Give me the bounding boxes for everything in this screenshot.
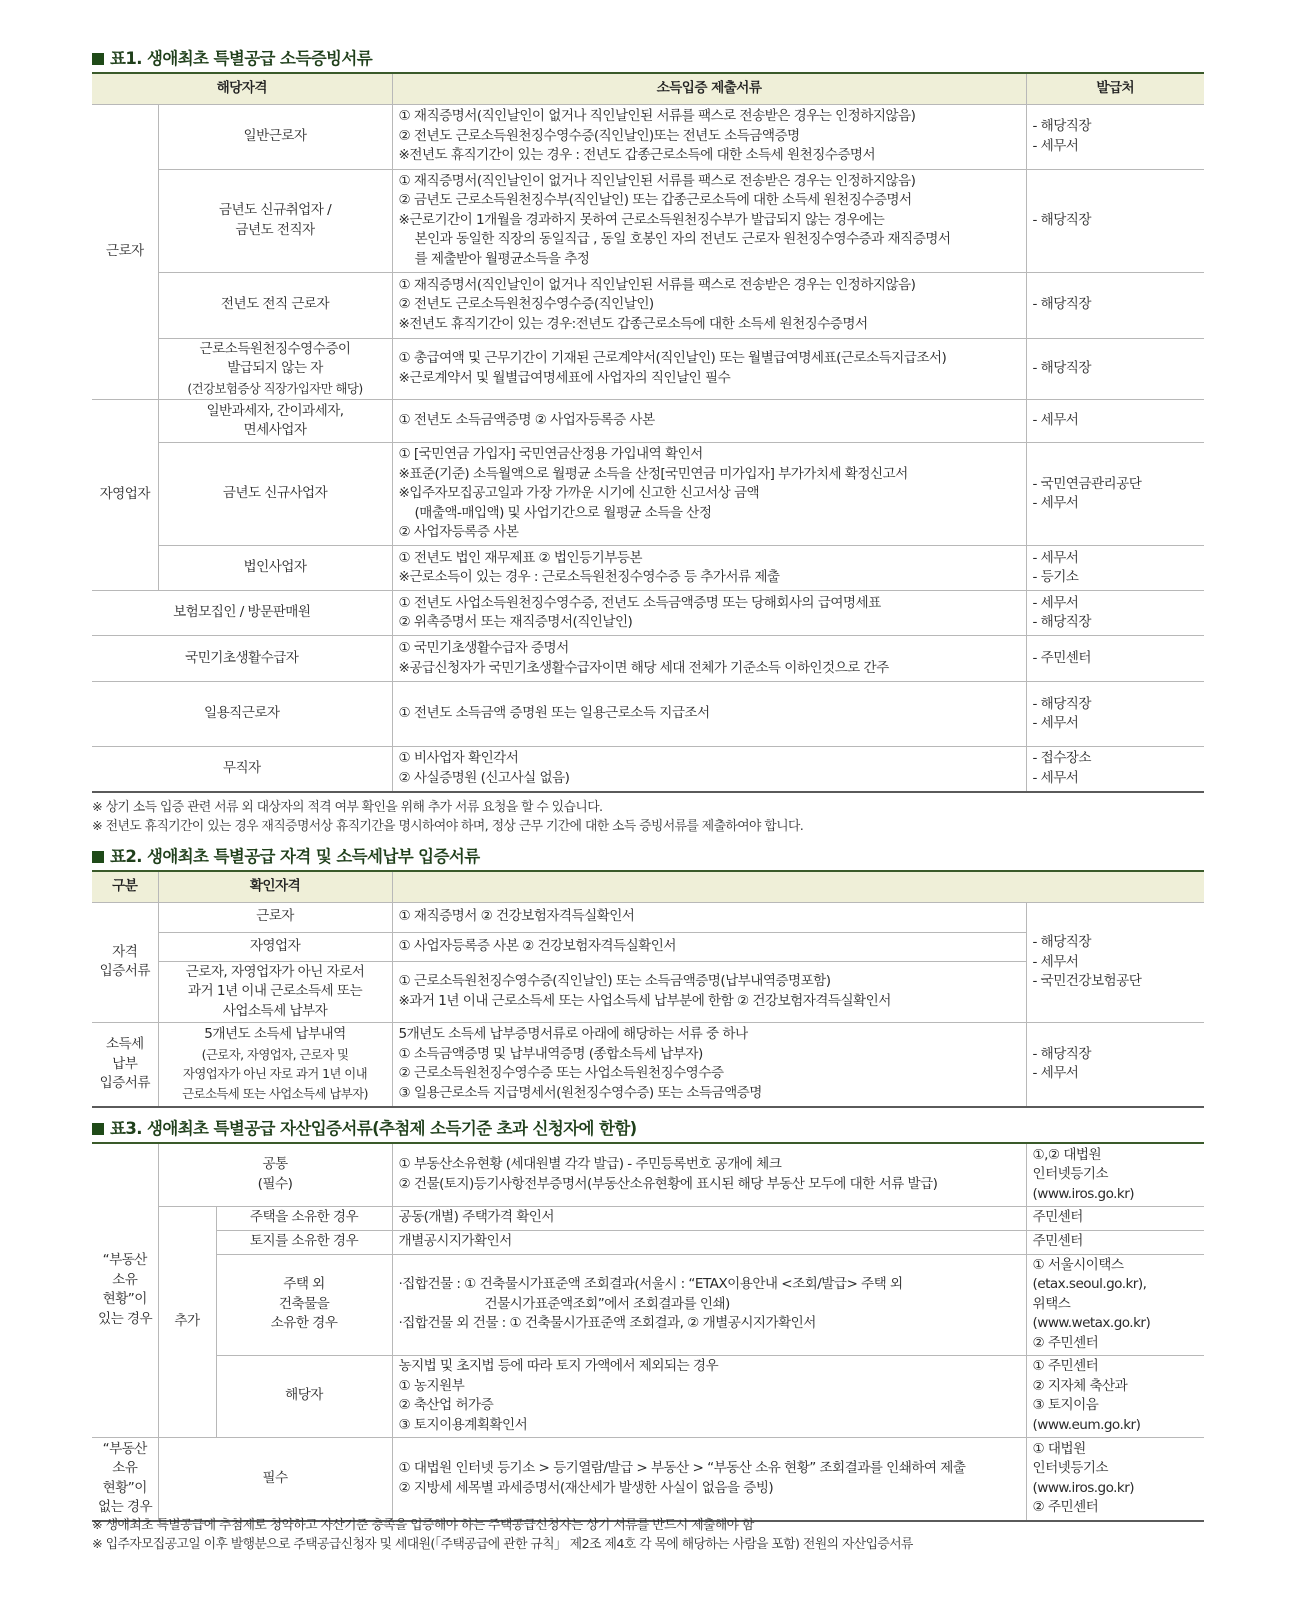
table1-header-row bbox=[92, 73, 1204, 104]
table-row bbox=[92, 682, 1204, 747]
doc-list: ① [국민연금 가입자] 국민연금산정용 가입내역 확인서 ※표준(기준) 소득월액으로 월평균 소득을 산정[국민연금 미가입자] 부가가치세 확정신고서 ※입주자모집공고일과 가장 가까운 시기에 신고한 신고서상 금액 (매출액-매입액) 및 사업기간으로 월평균 소득을 산정 ② 사업자등록증 사본 bbox=[392, 443, 1026, 546]
qual-name: 일반과세자, 간이과세자, 면세사업자 bbox=[158, 400, 392, 443]
header-empty bbox=[392, 871, 1204, 902]
issuer: - 해당직장 bbox=[1026, 272, 1204, 338]
table-row bbox=[92, 1206, 1204, 1230]
issuer: - 세무서 - 등기소 bbox=[1026, 546, 1204, 591]
table1-note-2: ※ 전년도 휴직기간이 있는 경우 재직증명서상 휴직기간을 명시하여야 하며, 정상 근무 기간에 대한 소득 증빙서류를 제출하여야 합니다. bbox=[92, 819, 804, 834]
qual-name: 주택 외 건축물을 소유한 경우 bbox=[216, 1254, 392, 1355]
qual-name: 무직자 bbox=[92, 747, 392, 792]
table-row bbox=[92, 591, 1204, 636]
table3-title-text: 표3. 생애최초 특별공급 자산입증서류(추첨제 소득기준 초과 신청자에 한함) bbox=[110, 1119, 637, 1138]
qual-name: 자영업자 bbox=[158, 932, 392, 961]
qual-name: 주택을 소유한 경우 bbox=[216, 1206, 392, 1230]
table-row bbox=[92, 1230, 1204, 1254]
table1-note-1: ※ 상기 소득 입증 관련 서류 외 대상자의 적격 여부 확인을 위해 추가 서류 요청을 할 수 있습니다. bbox=[92, 800, 603, 815]
issuer: 주민센터 bbox=[1026, 1206, 1204, 1230]
group-label-self-employed: 자영업자 bbox=[92, 400, 158, 591]
issuer: 주민센터 bbox=[1026, 1230, 1204, 1254]
table3-note-1: ※ 생애최초 특별공급에 추첨제로 청약하고 자산기준 충족을 입증해야 하는 주택공급신청자는 상기 서류를 반드시 제출해야 함 bbox=[92, 1518, 754, 1533]
doc-list: ① 부동산소유현황 (세대원별 각각 발급) - 주민등록번호 공개에 체크 ② 건물(토지)등기사항전부증명서(부동산소유현황에 표시된 해당 부동산 모두에 대한 서류 발급) bbox=[392, 1143, 1026, 1206]
doc-list: ① 재직증명서 ② 건강보험자격득실확인서 bbox=[392, 902, 1026, 932]
table-row bbox=[92, 902, 1204, 932]
table-row bbox=[92, 272, 1204, 338]
qual-name: 법인사업자 bbox=[158, 546, 392, 591]
qual-name: 해당자 bbox=[216, 1355, 392, 1437]
doc-list: ① 전년도 사업소득원천징수영수증, 전년도 소득금액증명 또는 당해회사의 급여명세표 ② 위촉증명서 또는 재직증명서(직인날인) bbox=[392, 591, 1026, 636]
header-category: 구분 bbox=[92, 871, 158, 902]
square-bullet-icon bbox=[92, 53, 104, 65]
issuer: - 세무서 bbox=[1026, 400, 1204, 443]
doc-list: ① 전년도 법인 재무제표 ② 법인등기부등본 ※근로소득이 있는 경우 : 근로소득원천징수영수증 등 추가서류 제출 bbox=[392, 546, 1026, 591]
qual-name: 일용직근로자 bbox=[92, 682, 392, 747]
doc-list: ·집합건물 : ① 건축물시가표준액 조회결과(서울시 : “ETAX이용안내 <조회/발급> 주택 외 건물시가표준액조회”에서 조회결과를 인쇄) ·집합건물 외 건물 : ① 건축물시가표준액 조회결과, ② 개별공시지가확인서 bbox=[392, 1254, 1026, 1355]
qual-name: 보험모집인 / 방문판매원 bbox=[92, 591, 392, 636]
qual-name: 공통 (필수) bbox=[158, 1143, 392, 1206]
issuer: ① 대법원 인터넷등기소 (www.iros.go.kr) ② 주민센터 bbox=[1026, 1437, 1204, 1521]
table-row bbox=[92, 546, 1204, 591]
doc-list: ① 전년도 소득금액 증명원 또는 일용근로소득 지급조서 bbox=[392, 682, 1026, 747]
issuer: - 해당직장 - 세무서 - 국민건강보험공단 bbox=[1026, 902, 1204, 1023]
qual-name: 국민기초생활수급자 bbox=[92, 636, 392, 682]
issuer: - 세무서 - 해당직장 bbox=[1026, 591, 1204, 636]
table2-header-row bbox=[92, 871, 1204, 902]
table-row bbox=[92, 338, 1204, 400]
table-row bbox=[92, 169, 1204, 272]
header-issuer: 발급처 bbox=[1026, 73, 1204, 104]
issuer: - 해당직장 - 세무서 bbox=[1026, 682, 1204, 747]
table-row bbox=[92, 1355, 1204, 1437]
doc-list: ① 사업자등록증 사본 ② 건강보험자격득실확인서 bbox=[392, 932, 1026, 961]
group-label-owns-property: “부동산 소유 현황”이 있는 경우 bbox=[92, 1143, 158, 1437]
table2-title bbox=[92, 843, 480, 867]
doc-list: 공동(개별) 주택가격 확인서 bbox=[392, 1206, 1026, 1230]
table1-title bbox=[92, 45, 372, 69]
qual-name: 근로자, 자영업자가 아닌 자로서 과거 1년 이내 근로소득세 또는 사업소득세 납부자 bbox=[158, 961, 392, 1023]
doc-list: ① 재직증명서(직인날인이 없거나 직인날인된 서류를 팩스로 전송받은 경우는 인정하지않음) ② 금년도 근로소득원천징수부(직인날인) 또는 갑종근로소득에 대한 소득세 원천징수증명서 ※근로기간이 1개월을 경과하지 못하여 근로소득원천징수부가 발급되지 않는 경우에는 본인과 동일한 직장의 동일직급 , 동일 호봉인 자의 전년도 근로자 원천징수영수증과 재직증명서 를 제출받아 월평균소득을 추정 bbox=[392, 169, 1026, 272]
table1-income-proof bbox=[92, 72, 1204, 793]
table2-qualification-proof bbox=[92, 870, 1204, 1108]
doc-list: ① 총급여액 및 근무기간이 기재된 근로계약서(직인날인) 또는 월별급여명세표(근로소득지급조서) ※근로계약서 및 월별급여명세표에 사업자의 직인날인 필수 bbox=[392, 338, 1026, 400]
qual-name: 금년도 신규취업자 / 금년도 전직자 bbox=[158, 169, 392, 272]
issuer: - 해당직장 - 세무서 bbox=[1026, 104, 1204, 169]
table-row bbox=[92, 1254, 1204, 1355]
issuer: - 해당직장 bbox=[1026, 338, 1204, 400]
doc-list: ① 재직증명서(직인날인이 없거나 직인날인된 서류를 팩스로 전송받은 경우는 인정하지않음) ② 전년도 근로소득원천징수영수증(직인날인) ※전년도 휴직기간이 있는 경우:전년도 갑종근로소득에 대한 소득세 원천징수증명서 bbox=[392, 272, 1026, 338]
table1-title-text: 표1. 생애최초 특별공급 소득증빙서류 bbox=[110, 49, 373, 68]
square-bullet-icon bbox=[92, 851, 104, 863]
header-documents: 소득입증 제출서류 bbox=[392, 73, 1026, 104]
issuer: - 접수장소 - 세무서 bbox=[1026, 747, 1204, 792]
table-row bbox=[92, 636, 1204, 682]
table-row bbox=[92, 104, 1204, 169]
table-row bbox=[92, 1143, 1204, 1206]
qual-name: 일반근로자 bbox=[158, 104, 392, 169]
header-qualification: 확인자격 bbox=[158, 871, 392, 902]
table-row bbox=[92, 747, 1204, 792]
table-row bbox=[92, 1437, 1204, 1521]
doc-list: ① 대법원 인터넷 등기소 > 등기열람/발급 > 부동산 > “부동산 소유 현황” 조회결과를 인쇄하여 제출 ② 지방세 세목별 과세증명서(재산세가 발생한 사실이 없음을 증빙) bbox=[392, 1437, 1026, 1521]
table2-title-text: 표2. 생애최초 특별공급 자격 및 소득세납부 입증서류 bbox=[110, 847, 480, 866]
qual-name: 토지를 소유한 경우 bbox=[216, 1230, 392, 1254]
doc-list: ① 비사업자 확인각서 ② 사실증명원 (신고사실 없음) bbox=[392, 747, 1026, 792]
square-bullet-icon bbox=[92, 1123, 104, 1135]
table3-note-2: ※ 입주자모집공고일 이후 발행분으로 주택공급신청자 및 세대원(「주택공급에 관한 규칙」 제2조 제4호 각 목에 해당하는 사람을 포함) 전원의 자산입증서류 bbox=[92, 1537, 913, 1552]
table-row bbox=[92, 443, 1204, 546]
doc-list: ① 전년도 소득금액증명 ② 사업자등록증 사본 bbox=[392, 400, 1026, 443]
doc-list: 5개년도 소득세 납부증명서류로 아래에 해당하는 서류 중 하나 ① 소득금액증명 및 납부내역증명 (종합소득세 납부자) ② 근로소득원천징수영수증 또는 사업소득원천징수영수증 ③ 일용근로소득 지급명세서(원천징수영수증) 또는 소득금액증명 bbox=[392, 1023, 1026, 1107]
issuer: - 주민센터 bbox=[1026, 636, 1204, 682]
qual-name: 전년도 전직 근로자 bbox=[158, 272, 392, 338]
group-label-worker: 근로자 bbox=[92, 104, 158, 400]
issuer: ①,② 대법원 인터넷등기소 (www.iros.go.kr) bbox=[1026, 1143, 1204, 1206]
table-row bbox=[92, 400, 1204, 443]
issuer: ① 주민센터 ② 지자체 축산과 ③ 토지이음 (www.eum.go.kr) bbox=[1026, 1355, 1204, 1437]
table3-asset-proof bbox=[92, 1142, 1204, 1522]
qual-name: 5개년도 소득세 납부내역 (근로자, 자영업자, 근로자 및 자영업자가 아닌 자로 과거 1년 이내 근로소득세 또는 사업소득세 납부자) bbox=[158, 1023, 392, 1107]
header-qualification: 해당자격 bbox=[92, 73, 392, 104]
doc-list: ① 근로소득원천징수영수증(직인날인) 또는 소득금액증명(납부내역증명포함) ※과거 1년 이내 근로소득세 또는 사업소득세 납부분에 한함 ② 건강보험자격득실확인서 bbox=[392, 961, 1026, 1023]
issuer: - 국민연금관리공단 - 세무서 bbox=[1026, 443, 1204, 546]
group-label-qualification: 자격 입증서류 bbox=[92, 902, 158, 1023]
doc-list: 개별공시지가확인서 bbox=[392, 1230, 1026, 1254]
doc-list: 농지법 및 초지법 등에 따라 토지 가액에서 제외되는 경우 ① 농지원부 ② 축산업 허가증 ③ 토지이용계획확인서 bbox=[392, 1355, 1026, 1437]
table3-title bbox=[92, 1115, 637, 1139]
qual-name: 금년도 신규사업자 bbox=[158, 443, 392, 546]
group-label-tax: 소득세 납부 입증서류 bbox=[92, 1023, 158, 1107]
issuer: - 해당직장 bbox=[1026, 169, 1204, 272]
qual-name: 근로소득원천징수영수증이 발급되지 않는 자 (건강보험증상 직장가입자만 해당) bbox=[158, 338, 392, 400]
qual-name: 필수 bbox=[158, 1437, 392, 1521]
group-label-no-property: “부동산 소유 현황”이 없는 경우 bbox=[92, 1437, 158, 1521]
issuer: ① 서울시이택스 (etax.seoul.go.kr), 위택스 (www.wetax.go.kr) ② 주민센터 bbox=[1026, 1254, 1204, 1355]
table-row bbox=[92, 1023, 1204, 1107]
doc-list: ① 재직증명서(직인날인이 없거나 직인날인된 서류를 팩스로 전송받은 경우는 인정하지않음) ② 전년도 근로소득원천징수영수증(직인날인)또는 전년도 소득금액증명 ※전년도 휴직기간이 있는 경우 : 전년도 갑종근로소득에 대한 소득세 원천징수증명서 bbox=[392, 104, 1026, 169]
add-label: 추가 bbox=[158, 1206, 216, 1437]
issuer: - 해당직장 - 세무서 bbox=[1026, 1023, 1204, 1107]
qual-name: 근로자 bbox=[158, 902, 392, 932]
doc-list: ① 국민기초생활수급자 증명서 ※공급신청자가 국민기초생활수급자이면 해당 세대 전체가 기준소득 이하인것으로 간주 bbox=[392, 636, 1026, 682]
